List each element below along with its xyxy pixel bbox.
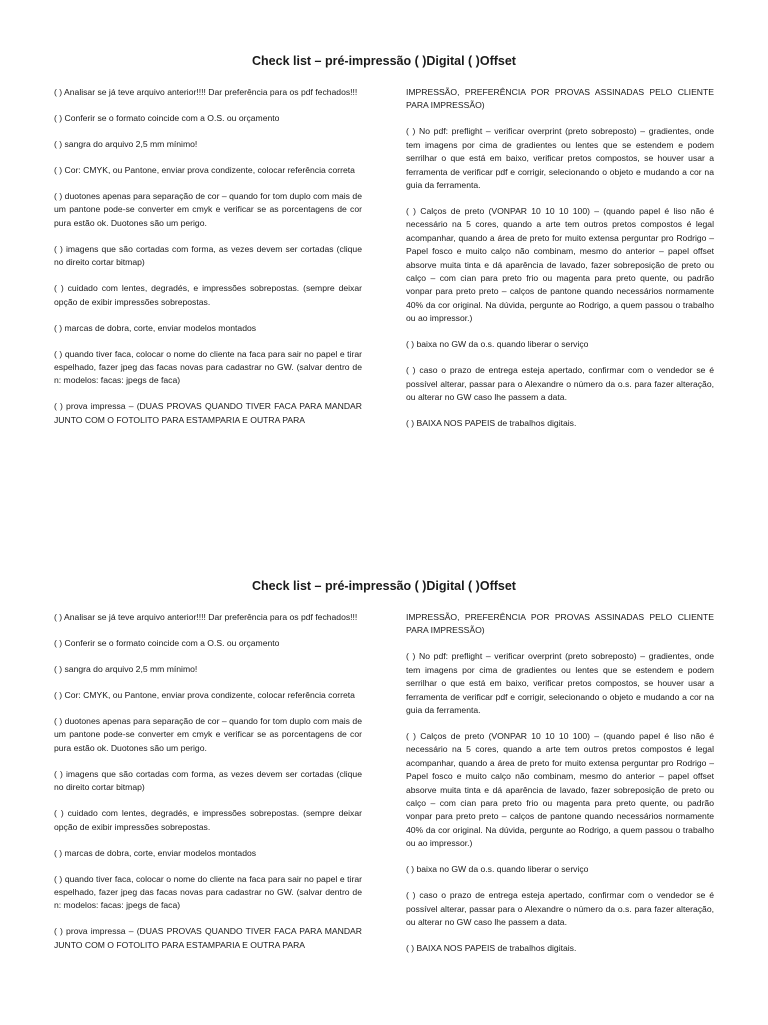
checklist-item: ( ) duotones apenas para separação de cor – quando for tom duplo com mais de um pantone pode-se converter em cmyk e verificar se as porcentagens de cor pura estão ok. Duotones são um perigo.: [54, 716, 362, 753]
left-column: [54, 611, 362, 965]
checklist-item: ( ) Conferir se o formato coincide com a O.S. ou orçamento: [54, 113, 280, 123]
checklist-item: ( ) imagens que são cortadas com forma, as vezes devem ser cortadas (clique no direito cortar bitmap): [54, 768, 362, 793]
checklist-item: ( ) No pdf: preflight – verificar overprint (preto sobreposto) – gradientes, onde tem imagens por cima de gradientes ou lentes que se estendem e podem serrilhar o que está em baixo, verificar pretos compostos, se houver usar a ferramenta de verificar pdf e corrigir, selecionando o objeto e mudando a cor na guia da ferramenta.: [406, 651, 714, 716]
checklist-item: IMPRESSÃO, PREFERÊNCIA POR PROVAS ASSINADAS PELO CLIENTE PARA IMPRESSÃO): [406, 87, 714, 111]
checklist-item: ( ) Calços de preto (VONPAR 10 10 10 100) – (quando papel é liso não é necessário na 5 cores, quando a arte tem outros pretos compostos é legal acompanhar, quando a área de preto for muito extensa perguntar pro Rodrigo – Papel fosco e muito calço não combinam, mesmo do anterior – papel offset absorve muita tinta e dá aparência de lavado, fazer sobreposição de preto ou calço – com cian para preto frio ou magenta para preto quente, ou padrão vonpar para preto preto – calços de pantone quando necessários normamente 40% da cor original. Na dúvida, pergunte ao Rodrigo, a quem passou o trabalho ou ao impressor.): [406, 206, 714, 324]
left-column: [54, 86, 362, 440]
checklist-item: ( ) quando tiver faca, colocar o nome do cliente na faca para sair no papel e tirar espelhado, fazer jpeg das facas novas para cadastrar no GW. (salvar dentro de n: modelos: facas: jpegs de faca): [54, 348, 362, 386]
checklist-item: ( ) imagens que são cortadas com forma, as vezes devem ser cortadas (clique no direito cortar bitmap): [54, 243, 362, 268]
checklist-item: ( ) Analisar se já teve arquivo anterior!!!! Dar preferência para os pdf fechados!!!: [54, 612, 358, 622]
checklist-item: ( ) sangra do arquivo 2,5 mm mínimo!: [54, 139, 198, 149]
checklist-item: ( ) No pdf: preflight – verificar overprint (preto sobreposto) – gradientes, onde tem imagens por cima de gradientes ou lentes que se estendem e podem serrilhar o que está em baixo, verificar pretos compostos, se houver usar a ferramenta de verificar pdf e corrigir, selecionando o objeto e mudando a cor na guia da ferramenta.: [406, 126, 714, 191]
checklist-item: ( ) Cor: CMYK, ou Pantone, enviar prova condizente, colocar referência correta: [54, 690, 355, 700]
checklist-item: ( ) prova impressa – (DUAS PROVAS QUANDO TIVER FACA PARA MANDAR JUNTO COM O FOTOLITO PARA ESTAMPARIA E OUTRA PARA: [54, 401, 362, 425]
checklist-item: ( ) duotones apenas para separação de cor – quando for tom duplo com mais de um pantone pode-se converter em cmyk e verificar se as porcentagens de cor pura estão ok. Duotones são um perigo.: [54, 191, 362, 228]
page-title: Check list – pré-impressão ( )Digital ( )Offset: [252, 579, 516, 593]
right-column: [406, 86, 714, 443]
checklist-item: ( ) Conferir se o formato coincide com a O.S. ou orçamento: [54, 638, 280, 648]
checklist-item: ( ) caso o prazo de entrega esteja apertado, confirmar com o vendedor se é possível alterar, passar para o Alexandre o número da o.s. para fazer alteração, ou alterar no GW caso lhe passem a data.: [406, 365, 714, 403]
checklist-item: ( ) BAIXA NOS PAPEIS de trabalhos digitais.: [406, 418, 577, 429]
checklist-item: ( ) caso o prazo de entrega esteja apertado, confirmar com o vendedor se é possível alterar, passar para o Alexandre o número da o.s. para fazer alteração, ou alterar no GW caso lhe passem a data.: [406, 890, 714, 928]
checklist-item: ( ) cuidado com lentes, degradés, e impressões sobrepostas. (sempre deixar opção de exibir impressões sobrepostas.: [54, 808, 362, 832]
checklist-item: IMPRESSÃO, PREFERÊNCIA POR PROVAS ASSINADAS PELO CLIENTE PARA IMPRESSÃO): [406, 612, 714, 636]
checklist-item: ( ) sangra do arquivo 2,5 mm mínimo!: [54, 664, 198, 674]
checklist-item: ( ) Analisar se já teve arquivo anterior!!!! Dar preferência para os pdf fechados!!!: [54, 87, 358, 97]
checklist-sheet-2: [0, 525, 768, 1025]
checklist-item: ( ) marcas de dobra, corte, enviar modelos montados: [54, 847, 257, 858]
checklist-item: ( ) Calços de preto (VONPAR 10 10 10 100) – (quando papel é liso não é necessário na 5 cores, quando a arte tem outros pretos compostos é legal acompanhar, quando a área de preto for muito extensa perguntar pro Rodrigo – Papel fosco e muito calço não combinam, mesmo do anterior – papel offset absorve muita tinta e dá aparência de lavado, fazer sobreposição de preto ou calço – com cian para preto frio ou magenta para preto quente, ou padrão vonpar para preto preto – calços de pantone quando necessários normamente 40% da cor original. Na dúvida, pergunte ao Rodrigo, a quem passou o trabalho ou ao impressor.): [406, 731, 714, 849]
page-title: Check list – pré-impressão ( )Digital ( )Offset: [252, 54, 516, 68]
right-column: [406, 611, 714, 968]
checklist-sheet-1: [0, 0, 768, 500]
checklist-item: ( ) marcas de dobra, corte, enviar modelos montados: [54, 322, 257, 333]
checklist-item: ( ) quando tiver faca, colocar o nome do cliente na faca para sair no papel e tirar espelhado, fazer jpeg das facas novas para cadastrar no GW. (salvar dentro de n: modelos: facas: jpegs de faca): [54, 873, 362, 911]
checklist-item: ( ) prova impressa – (DUAS PROVAS QUANDO TIVER FACA PARA MANDAR JUNTO COM O FOTOLITO PARA ESTAMPARIA E OUTRA PARA: [54, 926, 362, 950]
checklist-item: ( ) cuidado com lentes, degradés, e impressões sobrepostas. (sempre deixar opção de exibir impressões sobrepostas.: [54, 283, 362, 307]
checklist-item: ( ) BAIXA NOS PAPEIS de trabalhos digitais.: [406, 943, 577, 954]
checklist-item: ( ) baixa no GW da o.s. quando liberar o serviço: [406, 864, 589, 875]
checklist-item: ( ) Cor: CMYK, ou Pantone, enviar prova condizente, colocar referência correta: [54, 165, 355, 175]
checklist-item: ( ) baixa no GW da o.s. quando liberar o serviço: [406, 339, 589, 350]
